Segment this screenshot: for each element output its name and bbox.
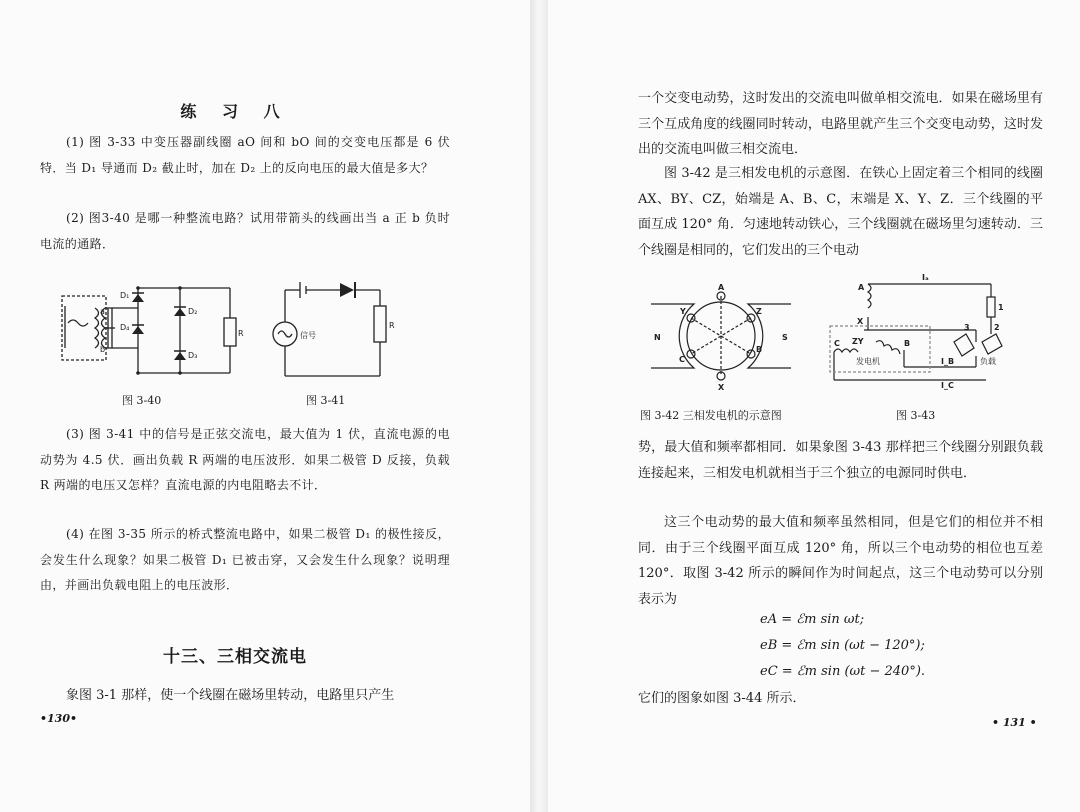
fig342-a-label: A xyxy=(718,283,725,292)
paragraph-3: 势，最大值和频率都相同．如果象图 3-43 那样把三个线圈分别跟负载连接起来，三相发电机就相当于三个独立的电源同时供电． xyxy=(638,440,1043,481)
fig343-n3-label: 3 xyxy=(964,323,970,332)
fig342-b-label: B xyxy=(756,345,763,354)
fig343-ic-label: I_C xyxy=(941,381,954,390)
fig342-x-label: X xyxy=(718,383,725,392)
exercise-3: (3) 图 3-41 中的信号是正弦交流电，最大值为 1 伏，直流电源的电动势为 4.5 伏．画出负载 R 两端的电压波形．如果二极管 D 反接，负载 R 两端的电压又怎样？直流电源的内电阻略去不计． xyxy=(40,427,450,492)
fig-3-40-caption: 图 3-40 xyxy=(122,394,162,407)
equation-c: eC = ℰm sin (ωt − 240°). xyxy=(760,664,926,679)
page-number-right: • 131 • xyxy=(992,716,1037,729)
fig343-ib-label: I_B xyxy=(941,357,955,366)
fig340-r-label: R xyxy=(238,329,244,338)
figure-3-40 xyxy=(50,278,250,388)
fig342-n-label: N xyxy=(654,333,661,342)
fig342-z-label: Z xyxy=(756,307,762,316)
fig343-c-label: C xyxy=(834,339,840,348)
fig343-generator-label: 发电机 xyxy=(856,357,880,366)
left-page xyxy=(0,0,530,812)
fig340-a-label: a xyxy=(100,307,105,316)
fig340-d2-label: D₂ xyxy=(188,307,198,316)
fig342-c-label: C xyxy=(679,355,685,364)
fig341-signal-label: 信号 xyxy=(300,331,316,340)
book-gutter xyxy=(530,0,548,812)
section-intro: 象图 3-1 那样，使一个线圈在磁场里转动，电路里只产生 xyxy=(66,688,395,703)
fig-3-42-caption: 图 3-42 三相发电机的示意图 xyxy=(640,409,782,422)
figure-3-41 xyxy=(270,278,400,383)
fig-3-43-caption: 图 3-43 xyxy=(896,409,936,422)
page-number-left: •130• xyxy=(40,712,78,725)
fig343-n2-label: 2 xyxy=(994,323,1000,332)
figure-3-42 xyxy=(646,282,796,392)
right-page xyxy=(548,0,1080,812)
fig341-r-label: R xyxy=(389,321,395,330)
fig340-b-label: b xyxy=(100,345,106,354)
equation-b: eB = ℰm sin (ωt − 120°); xyxy=(760,638,925,653)
fig343-zy-label: ZY xyxy=(852,337,864,346)
closing-line: 它们的图象如图 3-44 所示． xyxy=(638,691,806,706)
equation-a: eA = ℰm sin ωt; xyxy=(760,612,865,627)
exercise-4: (4) 在图 3-35 所示的桥式整流电路中，如果二极管 D₁ 的极性接反，会发生什么现象？如果二极管 D₁ 已被击穿，又会发生什么现象？说明理由，并画出负载电阻上的电压波形． xyxy=(40,527,450,592)
fig343-ia-label: Iₐ xyxy=(922,273,929,282)
figure-3-43 xyxy=(826,272,1016,392)
fig342-y-label: Y xyxy=(680,307,686,316)
paragraph-2: 图 3-42 是三相发电机的示意图．在铁心上固定着三个相同的线圈 AX、BY、CZ，始端是 A、B、C，末端是 X、Y、Z．三个线圈的平面互成 120° 角．匀速地转动铁心，三个线圈就在磁场里匀速转动．三个线圈是相同的，它们发出的三个电动 xyxy=(638,166,1043,258)
fig340-d3-label: D₃ xyxy=(188,351,198,360)
fig343-x-label: X xyxy=(857,317,864,326)
paragraph-1: 一个交变电动势，这时发出的交流电叫做单相交流电．如果在磁场里有三个互成角度的线圈同时转动，电路里就产生三个交变电动势，这时发出的交流电叫做三相交流电． xyxy=(638,91,1043,157)
fig343-a-label: A xyxy=(858,283,865,292)
fig343-load-label: 负载 xyxy=(980,357,996,366)
exercise-1: (1) 图 3-33 中变压器副线圈 aO 间和 bO 间的交变电压都是 6 伏特．当 D₁ 导通而 D₂ 截止时，加在 D₂ 上的反向电压的最大值是多大？ xyxy=(40,135,450,175)
fig-3-41-caption: 图 3-41 xyxy=(306,394,346,407)
exercise-2: (2) 图3-40 是哪一种整流电路？试用带箭头的线画出当 a 正 b 负时电流的通路． xyxy=(40,211,450,251)
fig343-n1-label: 1 xyxy=(998,303,1004,312)
section-title: 十三、三相交流电 xyxy=(163,647,307,667)
fig340-d4-label: D₄ xyxy=(120,323,130,332)
paragraph-4: 这三个电动势的最大值和频率虽然相同，但是它们的相位并不相同．由于三个线圈平面互成 120° 角，所以三个电动势的相位也互差 120°．取图 3-42 所示的瞬间作为时间起点，这三个电动势可以分别表示为 xyxy=(638,515,1043,607)
fig340-d1-label: D₁ xyxy=(120,291,130,300)
fig342-s-label: S xyxy=(782,333,788,342)
fig343-b-label: B xyxy=(904,339,911,348)
exercise-title: 练 习 八 xyxy=(180,102,290,121)
